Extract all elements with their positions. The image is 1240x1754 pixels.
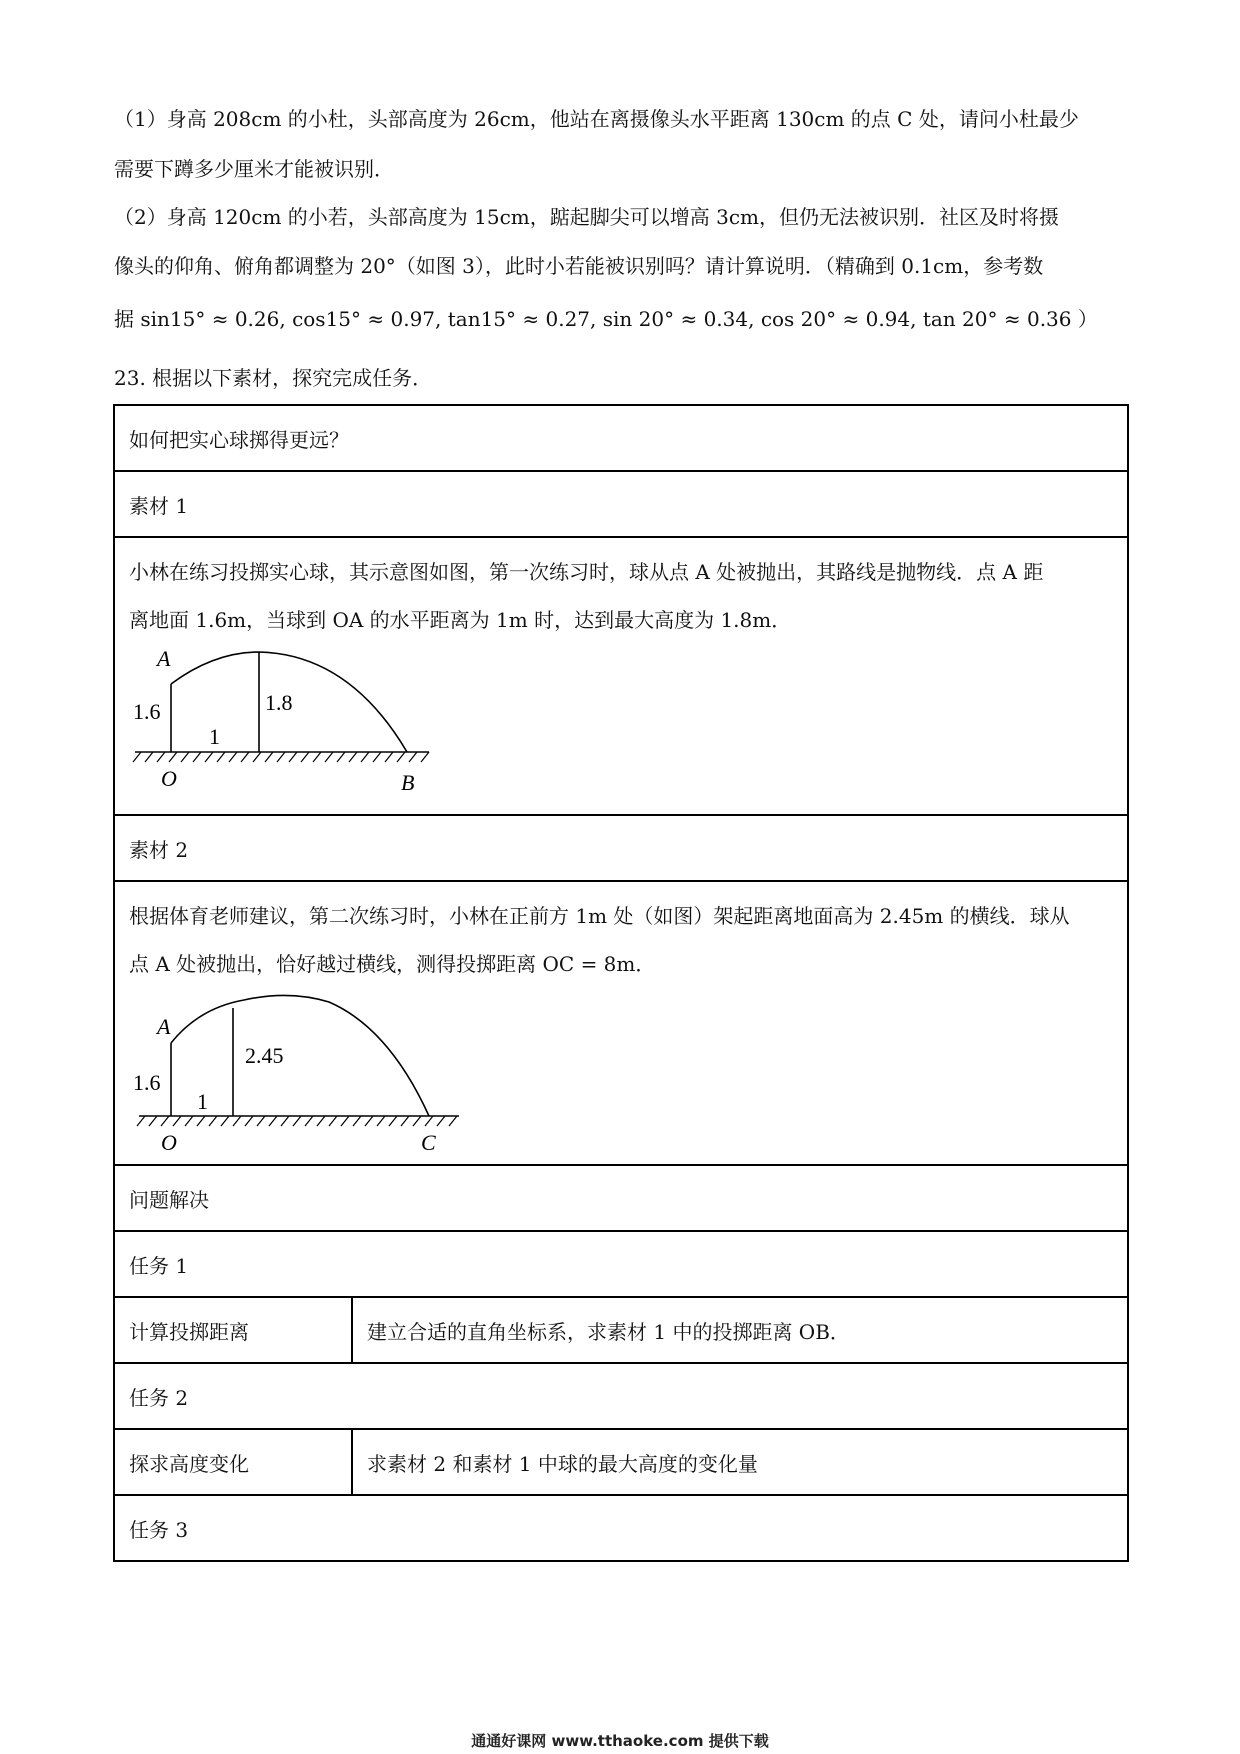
- problem-solving-label: 问题解决: [114, 1165, 1128, 1231]
- task1-name: 计算投掷距离: [114, 1297, 352, 1363]
- task1-content: 建立合适的直角坐标系，求素材 1 中的投掷距离 OB．: [352, 1297, 1128, 1363]
- label-B: B: [401, 770, 415, 795]
- material2-figure: [129, 988, 489, 1164]
- task1-label: 任务 1: [114, 1231, 1128, 1297]
- label-horizontal: 1: [197, 1089, 208, 1114]
- material2-label: 素材 2: [114, 815, 1128, 881]
- material1-figure: [129, 644, 469, 814]
- q23-table: [113, 404, 1129, 1562]
- label-max-height: 2.45: [245, 1043, 284, 1068]
- label-max-height: 1.8: [265, 690, 293, 715]
- q23-intro: 23. 根据以下素材，探究完成任务．: [114, 366, 433, 390]
- ground-hatching: [133, 752, 429, 762]
- p22-part2-line2: 像头的仰角、俯角都调整为 20°（如图 3），此时小若能被识别吗？请计算说明．（精确到 0.1cm，参考数: [114, 254, 1044, 278]
- material1-line2: 离地面 1.6m，当球到 OA 的水平距离为 1m 时，达到最大高度为 1.8m．: [129, 608, 792, 632]
- ground-hatching: [137, 1116, 457, 1126]
- label-O: O: [161, 1130, 177, 1155]
- p22-part1-line1: （1）身高 208cm 的小杜，头部高度为 26cm，他站在离摄像头水平距离 130cm 的点 C 处，请问小杜最少: [114, 107, 1079, 131]
- task2-content: 求素材 2 和素材 1 中球的最大高度的变化量: [352, 1429, 1128, 1495]
- material2-cell: [114, 881, 1128, 1165]
- p22-part2-line1: （2）身高 120cm 的小若，头部高度为 15cm，踮起脚尖可以增高 3cm，但仍无法被识别．社区及时将摄: [114, 205, 1059, 229]
- task3-label: 任务 3: [114, 1495, 1128, 1561]
- label-height-A: 1.6: [133, 1070, 161, 1095]
- material2-line2: 点 A 处被抛出，恰好越过横线，测得投掷距离 OC = 8m．: [129, 952, 656, 976]
- p22-part1-line2: 需要下蹲多少厘米才能被识别．: [114, 157, 394, 181]
- label-A: A: [157, 1014, 171, 1039]
- material1-line1: 小林在练习投掷实心球，其示意图如图，第一次练习时，球从点 A 处被抛出，其路线是抛物线．点 A 距: [129, 560, 1044, 584]
- material1-label: 素材 1: [114, 471, 1128, 537]
- material2-line1: 根据体育老师建议，第二次练习时，小林在正前方 1m 处（如图）架起距离地面高为 2.45m 的横线．球从: [129, 904, 1070, 928]
- task2-name: 探求高度变化: [114, 1429, 352, 1495]
- label-A: A: [157, 646, 171, 671]
- material1-cell: [114, 537, 1128, 815]
- label-horizontal: 1: [209, 724, 220, 749]
- task2-label: 任务 2: [114, 1363, 1128, 1429]
- table-title: 如何把实心球掷得更远？: [114, 405, 1128, 471]
- footer-watermark: 通通好课网 www.tthaoke.com 提供下载: [471, 1732, 769, 1750]
- label-C: C: [421, 1130, 436, 1155]
- parabola-path: [171, 995, 429, 1116]
- label-O: O: [161, 766, 177, 791]
- p22-part2-line3: 据 sin15° ≈ 0.26, cos15° ≈ 0.97, tan15° ≈ 0.27, sin 20° ≈ 0.34, cos 20° ≈ 0.94, tan 20° ≈ 0.36 ）: [114, 307, 1098, 331]
- label-height-A: 1.6: [133, 699, 161, 724]
